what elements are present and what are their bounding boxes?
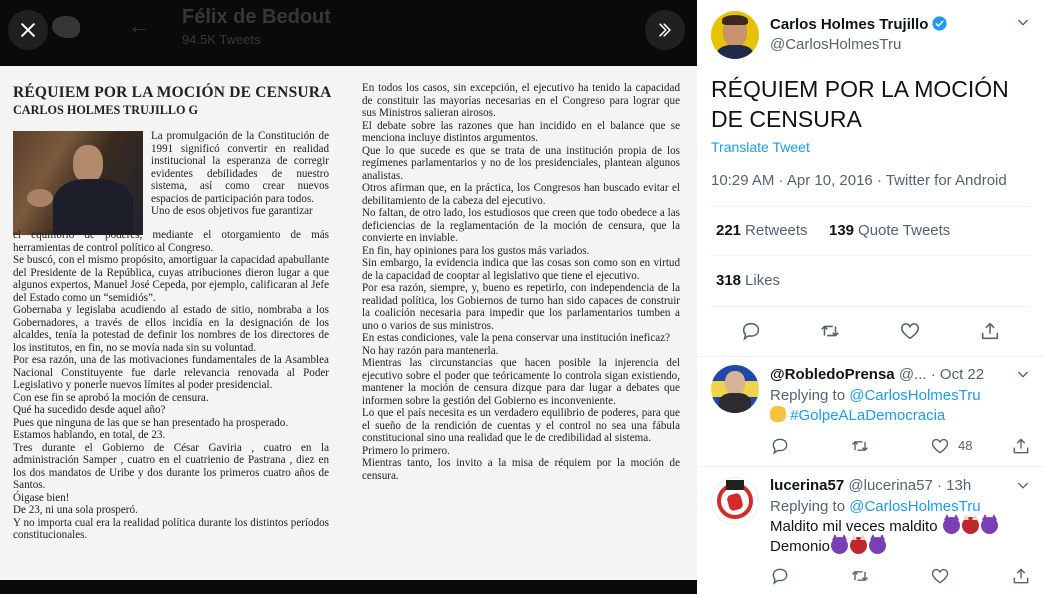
background-profile-name: Félix de Bedout [182, 6, 331, 28]
reply-1-replying-to: Replying to @CarlosHolmesTru [770, 387, 981, 404]
translate-tweet-link[interactable]: Translate Tweet [711, 139, 810, 155]
reply-2-retweet-button[interactable] [850, 566, 870, 586]
reply-1-name[interactable]: @RobledoPrensa [770, 366, 895, 383]
imp-emoji-icon [869, 537, 886, 554]
background-profile-header [0, 0, 697, 60]
reply-1-hashtag[interactable]: #GolpeALaDemocracia [790, 407, 946, 424]
divider [711, 306, 1031, 307]
reply-1-header [770, 366, 984, 383]
reply-icon [770, 436, 790, 456]
reply-1-share-button[interactable] [1011, 436, 1031, 456]
background-tweet-count: 94.5K Tweets [182, 32, 261, 47]
reply-2-replying-to: Replying to @CarlosHolmesTru [770, 498, 981, 515]
imp-emoji-icon [943, 517, 960, 534]
ogre-emoji-icon [850, 537, 867, 554]
tweet-text: RÉQUIEM POR LA MOCIÓN DE CENSURA [711, 76, 1009, 132]
reply-icon [770, 566, 790, 586]
retweet-icon [819, 320, 841, 342]
share-icon [979, 320, 1001, 342]
reply-2-avatar[interactable] [711, 477, 759, 525]
quote-tweets-stat[interactable]: 139 Quote Tweets [829, 222, 951, 239]
author-photo [13, 131, 143, 235]
tweet-panel [697, 0, 1044, 594]
verified-icon [931, 15, 948, 32]
retweet-button[interactable] [819, 320, 841, 342]
reply-2-like-button[interactable] [930, 566, 950, 586]
author-avatar[interactable] [711, 11, 759, 59]
reply-1-avatar[interactable] [711, 365, 759, 413]
divider [697, 356, 1044, 357]
share-button[interactable] [979, 320, 1001, 342]
chevron-down-icon[interactable] [1015, 14, 1031, 30]
article-column-1: el equilibrio de poderes, mediante el otorgamiento de más herramientas de control político al Congreso. Se buscó, con el mismo propósito, amortiguar la capacidad apabullante del Presidente de la República, cuyas atribuciones dieron lugar a que algunos expertos, Manuel José Cepeda, por ejemplo, calificaran al Jefe del Estado como un “semidiós”. Gobernaba y legislaba acudiendo al estado de sitio, nombraba a los Gobernadores, a través de ellos incidía en la designación de los alcaldes, tenía la potestad de definir los nombres de los directores de los institutos, en fin, no se movía nada sin su voluntad. Por esa razón, una de las motivaciones fundamentales de la Asamblea Nacional Constituyente fue darle relevancia renovada al Poder Legislativo y ponerle nuevos límites al poder presidencial. Con ese fin se aprobó la moción de censura. Qué ha sucedido desde aquel año? Pues que ninguna de las que se han presentado ha prosperado. Estamos hablando, en total, de 23. Tres durante el Gobierno de César Gaviria , cuatro en la administración Samper , cuatro en el cuatrienio de Pastrana , diez en los dos mandatos de Uribe y dos durante los primeros cuatro años de Santos. Óigase bien! De 23, ni una sola prosperó. Y no importa cual era la realidad política durante los distintos períodos constitucionales. [13, 229, 329, 541]
like-icon [930, 436, 950, 456]
reply-2-time[interactable]: · 13h [937, 477, 972, 494]
article-title: RÉQUIEM POR LA MOCIÓN DE CENSURA [13, 84, 332, 101]
reply-2-header [770, 477, 971, 494]
retweet-icon [850, 566, 870, 586]
reply-2-share-button[interactable] [1011, 566, 1031, 586]
reply-2-reply-button[interactable] [770, 566, 790, 586]
twitter-bird-icon [52, 16, 80, 38]
close-button[interactable] [8, 10, 48, 50]
back-arrow-icon: ← [128, 13, 150, 38]
likes-stat[interactable]: 318 Likes [716, 272, 781, 289]
chevron-down-icon[interactable] [1015, 366, 1031, 382]
like-icon [899, 320, 921, 342]
divider [711, 255, 1031, 256]
article-image [0, 66, 697, 580]
retweets-stat[interactable]: 221 Retweets [716, 222, 808, 239]
reply-1-like-button[interactable] [930, 436, 950, 456]
divider [711, 206, 1031, 207]
article-column-2: En todos los casos, sin excepción, el ejecutivo ha tenido la capacidad de constituir las mayorías necesarias en el Congreso para lograr que sus Ministros salieran airosos. El debate sobre las razones que han incidido en el balance que se menciona incluye distintos argumentos. Que lo que sucede es que se trata de una institución propia de los regímenes parlamentarios y no de los presidenciales, plantean algunos analistas. Otros afirman que, en la práctica, los Congresos han buscado evitar el debilitamiento de la cabeza del ejecutivo. No faltan, de otro lado, los estudiosos que creen que todo obedece a las deficiencias de la reglamentación de la moción de censura, que la convierte en inviable. En fin, hay opiniones para los gustos más variados. Sin embargo, la evidencia indica que las cosas son como son en virtud de la capacidad de cooptar al legislativo que tiene el ejecutivo. Por esa razón, siempre, y, bueno es repetirlo, con independencia de la realidad política, los Gobiernos de turno han sido capaces de construir la coalición necesaria para impedir que los parlamentarios tumben a uno o varios de sus ministros. En estas condiciones, vale la pena conservar una institución ineficaz? No hay razón para mantenerla. Mientras las circunstancias que hacen posible la injerencia del ejecutivo sobre el poder que teóricamente lo controla sigan existiendo, mantener la moción de censura dizque para dar lugar a debates que informen sobre la gestión del Gobierno es inconveniente. Lo que el país necesita es un verdadero equilibrio de poderes, para que el sueño de la rendición de cuentas y el control no sea una fábula constitucional sino una realidad que le de credibilidad al sistema. Primero lo primero. Mientras tanto, los invito a la misa de réquiem por la moción de censura. [362, 82, 680, 482]
chevron-down-icon[interactable] [1015, 477, 1031, 493]
tweet-meta[interactable]: 10:29 AM · Apr 10, 2016 · Twitter for Android [711, 172, 1007, 189]
reply-1-reply-button[interactable] [770, 436, 790, 456]
reply-button[interactable] [740, 320, 762, 342]
ogre-emoji-icon [962, 517, 979, 534]
like-icon [930, 566, 950, 586]
reply-2-name[interactable]: lucerina57 [770, 477, 845, 494]
next-image-button[interactable] [645, 10, 685, 50]
next-icon [655, 20, 675, 40]
author-name[interactable]: Carlos Holmes Trujillo [770, 16, 929, 33]
reply-2-text-line-2 [770, 537, 887, 557]
share-icon [1011, 566, 1031, 586]
share-icon [1011, 436, 1031, 456]
article-author: CARLOS HOLMES TRUJILLO G [13, 103, 198, 117]
retweet-icon [850, 436, 870, 456]
replying-to-link[interactable]: @CarlosHolmesTru [849, 387, 981, 404]
reply-2-handle[interactable]: @lucerina57 [848, 477, 933, 494]
like-button[interactable] [899, 320, 921, 342]
article-column-1-top: La promulgación de la Constitución de 1991 significó convertir en realidad institucional la esperanza de corregir evidentes debilidades de nuestro sistema, así como crear nuevos espacios de participación para todos. Uno de esos objetivos fue garantizar [151, 130, 329, 217]
reply-1-handle[interactable]: @... [898, 366, 927, 383]
clap-icon [770, 406, 786, 422]
imp-emoji-icon [831, 537, 848, 554]
reply-icon [740, 320, 762, 342]
reply-1-retweet-button[interactable] [850, 436, 870, 456]
reply-2-line-2: Demonio [770, 538, 831, 555]
replying-to-link[interactable]: @CarlosHolmesTru [849, 498, 981, 515]
reply-1-text [770, 406, 945, 426]
reply-2-line-1: Maldito mil veces maldito [770, 518, 938, 535]
divider [697, 466, 1044, 467]
author-handle[interactable]: @CarlosHolmesTru [770, 36, 902, 53]
imp-emoji-icon [981, 517, 998, 534]
reply-1-like-count: 48 [958, 438, 973, 453]
close-icon [18, 20, 38, 40]
reply-1-time[interactable]: · Oct 22 [930, 366, 985, 383]
